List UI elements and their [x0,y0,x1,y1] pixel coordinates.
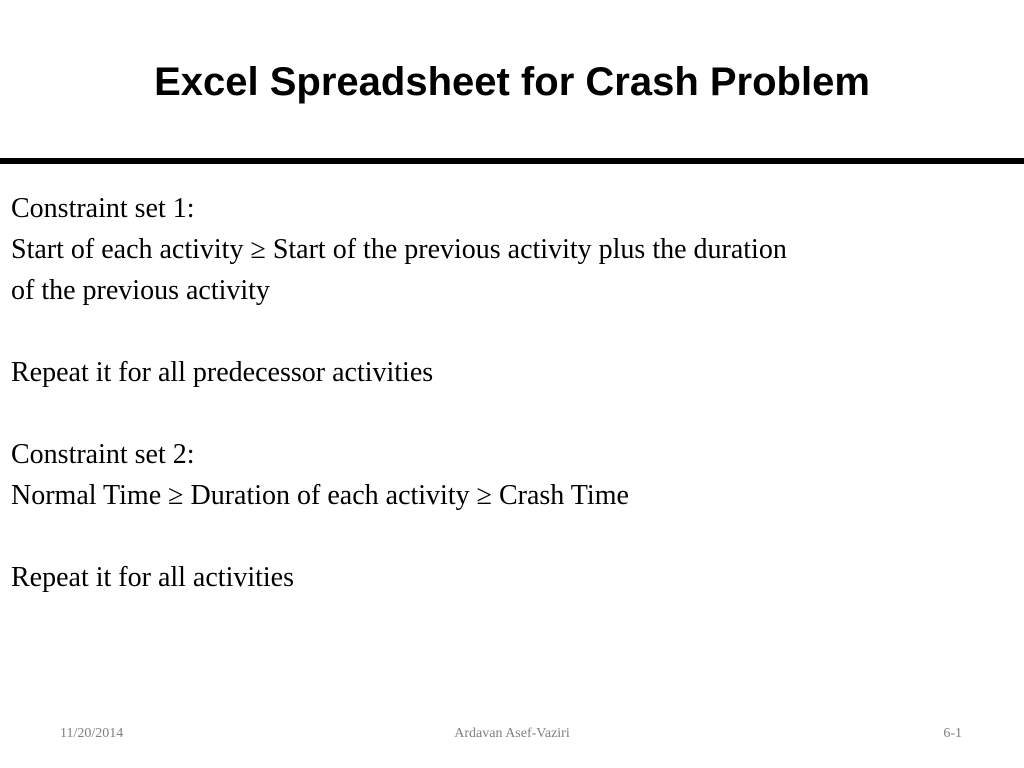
body-line: of the previous activity [11,275,270,306]
footer-page-number: 6-1 [943,726,962,741]
slide-body [11,188,1011,598]
body-line-blank [11,393,1011,434]
slide-title: Excel Spreadsheet for Crash Problem [154,60,870,104]
footer-author: Ardavan Asef-Vaziri [454,726,570,741]
body-line: Repeat it for all predecessor activities [11,357,434,388]
body-line-blank [11,516,1011,557]
body-line: Start of each activity ≥ Start of the previous activity plus the duration [11,234,787,265]
title-divider [0,158,1024,164]
footer-date: 11/20/2014 [60,726,124,741]
body-line: Constraint set 1: [11,193,195,224]
body-line: Repeat it for all activities [11,562,295,593]
body-line: Normal Time ≥ Duration of each activity ≥ Crash Time [11,480,629,511]
body-line-blank [11,311,1011,352]
body-line: Constraint set 2: [11,439,195,470]
